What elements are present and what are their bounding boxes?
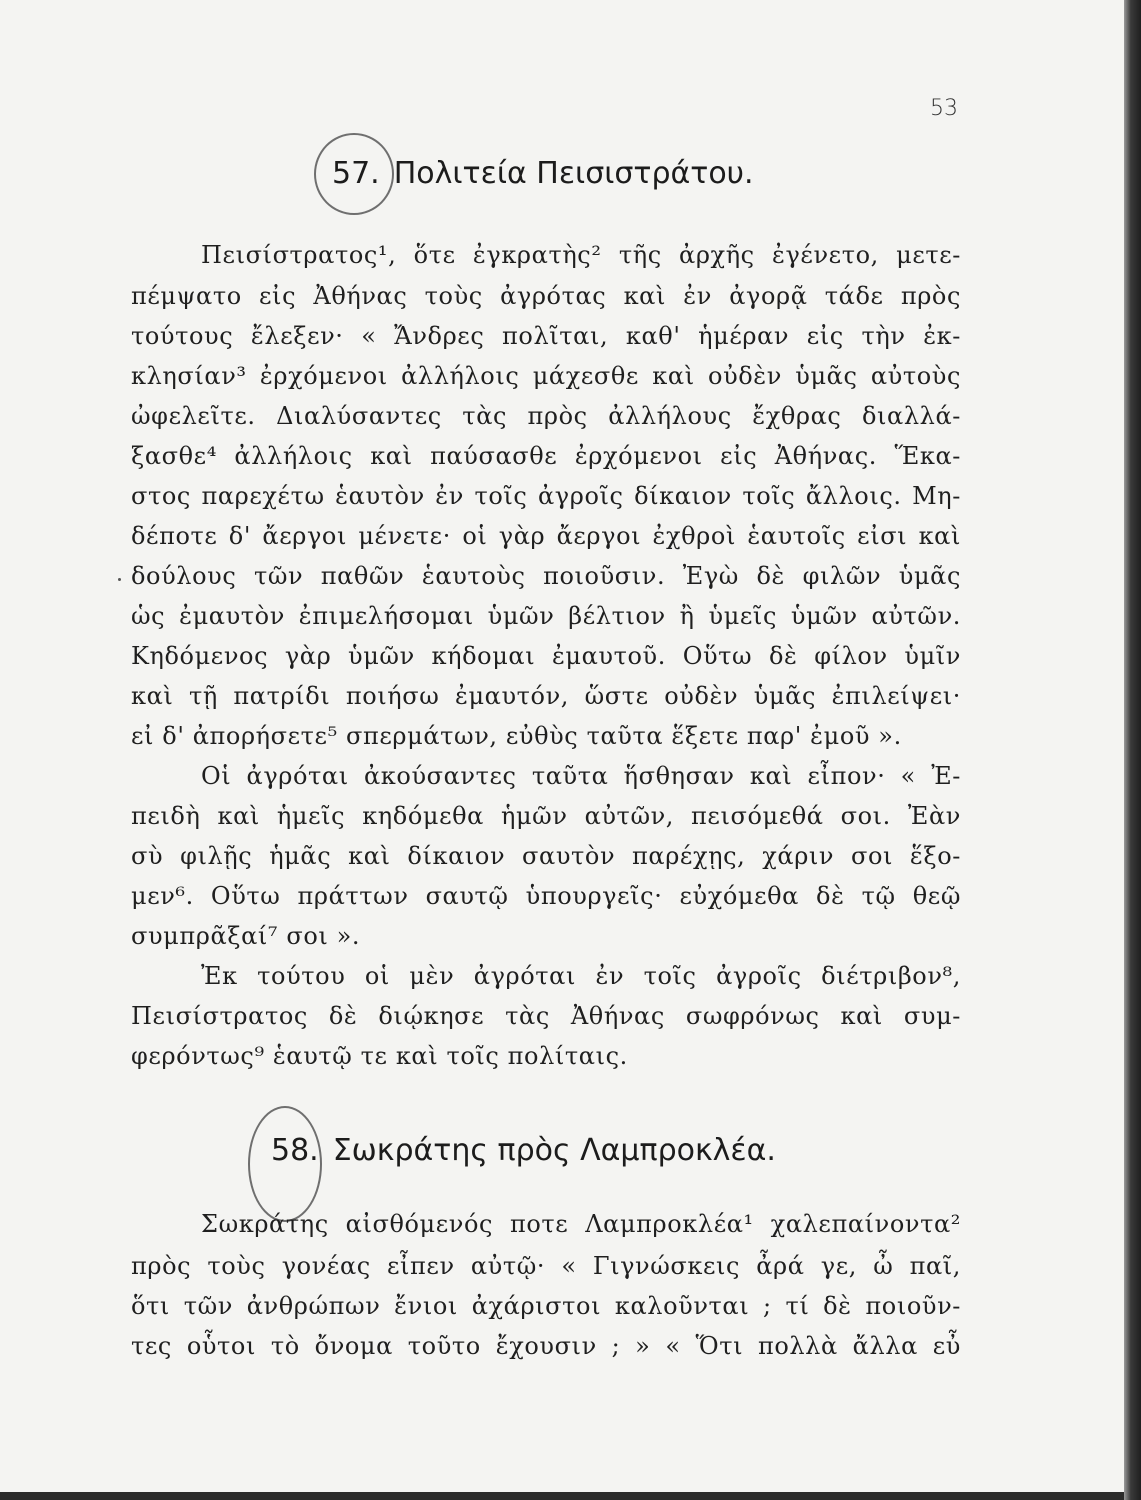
section-title: Πολιτεία Πεισιστράτου.: [393, 156, 754, 191]
text-line: συμπρᾶξαί⁷ σοι ».: [131, 922, 361, 950]
text-line: πειδὴ καὶ ἡμεῖς κηδόμεθα ἡμῶν αὐτῶν, πεισόμεθά σοι. Ἐὰν: [131, 802, 961, 830]
text-line: εἰ δ' ἀπορήσετε⁵ σπερμάτων, εὐθὺς ταῦτα ἕξετε παρ' ἐμοῦ ».: [131, 722, 902, 750]
page-edge-shadow: [1124, 0, 1141, 1500]
page-number: 53: [930, 96, 958, 121]
text-line: Πεισίστρατος¹, ὅτε ἐγκρατὴς² τῆς ἀρχῆς ἐγένετο, μετε-: [201, 241, 961, 269]
text-line: Οἱ ἀγρόται ἀκούσαντες ταῦτα ἥσθησαν καὶ εἶπον· « Ἐ-: [201, 762, 961, 790]
text-line: δέποτε δ' ἄεργοι μένετε· οἱ γὰρ ἄεργοι ἐχθροὶ ἑαυτοῖς εἰσι καὶ: [131, 522, 961, 550]
text-line: ὠφελεῖτε. Διαλύσαντες τὰς πρὸς ἀλλήλους ἔχθρας διαλλά-: [131, 402, 961, 430]
text-line: πρὸς τοὺς γονέας εἶπεν αὐτῷ· « Γιγνώσκεις ἆρά γε, ὦ παῖ,: [131, 1252, 961, 1280]
section-title: Σωκράτης πρὸς Λαμπροκλέα.: [332, 1133, 776, 1168]
text-line: Σωκράτης αἰσθόμενός ποτε Λαμπροκλέα¹ χαλεπαίνοντα²: [201, 1210, 961, 1238]
text-line: Κηδόμενος γὰρ ὑμῶν κήδομαι ἐμαυτοῦ. Οὕτω δὲ φίλον ὑμῖν: [131, 642, 961, 670]
text-line: σὺ φιλῇς ἡμᾶς καὶ δίκαιον σαυτὸν παρέχῃς, χάριν σοι ἕξο-: [131, 842, 961, 870]
text-line: στος παρεχέτω ἑαυτὸν ἐν τοῖς ἀγροῖς δίκαιον τοῖς ἄλλοις. Μη-: [131, 482, 961, 510]
text-line: καὶ τῇ πατρίδι ποιήσω ἐμαυτόν, ὥστε οὐδὲν ὑμᾶς ἐπιλείψει·: [131, 682, 961, 710]
text-line: τούτους ἔλεξεν· « Ἄνδρες πολῖται, καθ' ἡμέραν εἰς τὴν ἐκ-: [131, 322, 961, 350]
text-line: ξασθε⁴ ἀλλήλοις καὶ παύσασθε ἐρχόμενοι εἰς Ἀθήνας. Ἕκα-: [131, 442, 961, 470]
text-line: Πεισίστρατος δὲ διῴκησε τὰς Ἀθήνας σωφρόνως καὶ συμ-: [131, 1002, 961, 1030]
text-line: ὡς ἐμαυτὸν ἐπιμελήσομαι ὑμῶν βέλτιον ἢ ὑμεῖς ὑμῶν αὐτῶν.: [131, 602, 961, 630]
text-line: κλησίαν³ ἐρχόμενοι ἀλλήλοις μάχεσθε καὶ οὐδὲν ὑμᾶς αὐτοὺς: [131, 362, 961, 390]
text-line: πέμψατο εἰς Ἀθήνας τοὺς ἀγρότας καὶ ἐν ἀγορᾷ τάδε πρὸς: [131, 282, 961, 310]
text-line: Ἐκ τούτου οἱ μὲν ἀγρόται ἐν τοῖς ἀγροῖς διέτριβον⁸,: [201, 962, 961, 990]
ink-speck: [118, 578, 121, 581]
text-line: μεν⁶. Οὕτω πράττων σαυτῷ ὑπουργεῖς· εὐχόμεθα δὲ τῷ θεῷ: [131, 882, 961, 910]
text-line: φερόντως⁹ ἑαυτῷ τε καὶ τοῖς πολίταις.: [131, 1042, 628, 1070]
section-number: 57.: [332, 156, 380, 191]
text-line: ὅτι τῶν ἀνθρώπων ἔνιοι ἀχάριστοι καλοῦνται ; τί δὲ ποιοῦν-: [131, 1292, 961, 1320]
section-number: 58.: [271, 1133, 319, 1168]
section-heading-57: [332, 156, 754, 191]
text-line: δούλους τῶν παθῶν ἑαυτοὺς ποιοῦσιν. Ἐγὼ δὲ φιλῶν ὑμᾶς: [131, 562, 961, 590]
text-line: τες οὗτοι τὸ ὄνομα τοῦτο ἔχουσιν ; » « Ὅτι πολλὰ ἄλλα εὖ: [131, 1332, 961, 1360]
section-heading-58: [271, 1133, 776, 1168]
